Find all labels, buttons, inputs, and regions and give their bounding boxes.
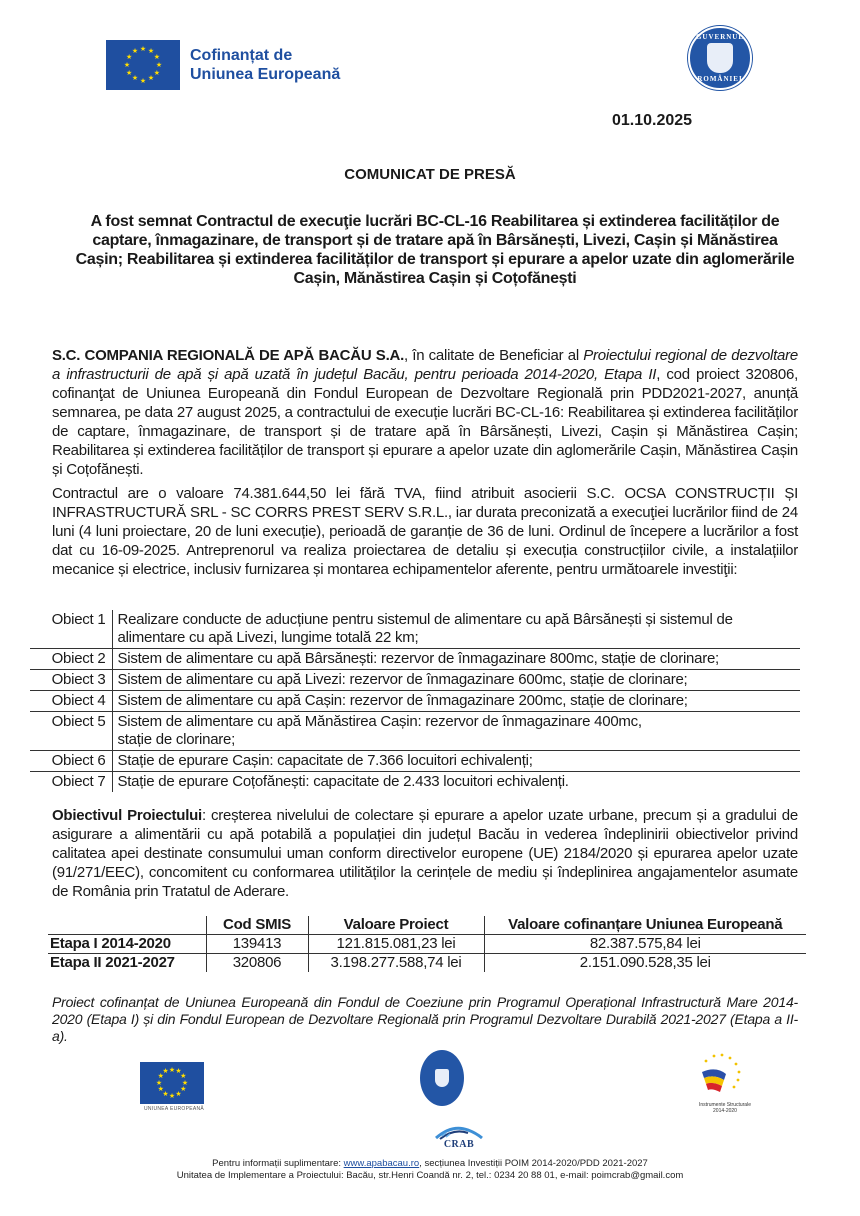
footer-suffix: , secțiunea Investiții POIM 2014-2020/PDD 2021-2027 [419, 1158, 648, 1169]
footer-contact-line: Unitatea de Implementare a Proiectului: Bacău, str.Henri Coandă nr. 2, tel.: 0234 20 88 01, e-mail: poimcrab@gmail.com [176, 1170, 684, 1181]
footer-prefix: Pentru informații suplimentare: [212, 1158, 344, 1169]
structural-instruments-label [690, 1102, 760, 1114]
document-date: 01.10.2025 [612, 112, 693, 129]
header-cell [48, 916, 206, 935]
intro-text-b: , cod proiect 320806, cofinanţat de Uniunea Europeană din Fondul European de Dezvoltare Regională prin PDD2021-2027, anunță semnarea, pe data 27 august 2025, a contractului de execuție lucrări BC-CL-16: Reabilitarea și extinderea facilităților de captare, înmagazinare, de transport și de tratare apă în Bârsănești, Livezi, Cașin și Mănăstirea Cașin; Reabilitarea și extinderea facilităților de transport și epurare a apelor uzate din aglomerările Cașin, Mănăstirea Cașin și Coțofănești. [52, 366, 798, 478]
object-description: Realizare conducte de aducțiune pentru sistemul de alimentare cu apă Bârsănești și sistemul de alimentare cu apă Livezi, lungime totală 22 km; [112, 610, 800, 649]
stage-name: Etapa II 2021-2027 [50, 954, 175, 971]
object-label: Obiect 2 [30, 649, 112, 670]
eu-star-icon: ★ [180, 1073, 187, 1080]
footer-info-line [0, 1158, 860, 1170]
gov-seal-top-text: GUVERNUL [695, 33, 745, 41]
romanian-government-seal-footer-icon [420, 1050, 464, 1106]
eu-logo-text-line2: Uniunea Europeană [190, 66, 341, 83]
intro-text-a: , în calitate de Beneficiar al [403, 347, 584, 364]
eu-flag-footer-icon [140, 1062, 204, 1104]
object-description: Sistem de alimentare cu apă Mănăstirea Cașin: rezervor de înmagazinare 400mc, stație de clorinare; [112, 712, 800, 751]
eu-star-icon: ★ [162, 1090, 169, 1098]
header-cod-smis: Cod SMIS [206, 916, 308, 935]
object-label: Obiect 3 [30, 670, 112, 691]
eu-star-icon: ★ [147, 47, 155, 55]
eu-star-icon: ★ [147, 75, 155, 83]
eu-star-icon: ★ [175, 1090, 182, 1098]
structural-instruments-logo-icon [696, 1052, 746, 1100]
eu-star-icon: ★ [131, 47, 139, 55]
project-value: 3.198.277.588,74 lei [308, 954, 484, 973]
headline: A fost semnat Contractul de execuţie lucrări BC-CL-16 Reabilitarea și extinderea facilităților de captare, înmagazinare, de transport și de tratare apă în Bârsănești, Livezi, Cașin și Mănăstirea Cașin; Reabilitarea și extinderea facilităților de transport și epurare a apelor uzate din aglomerările Cașin, Mănăstirea Cașin și Coțofănești [75, 213, 795, 287]
project-objective-paragraph [52, 806, 798, 901]
eu-star-icon: ★ [139, 77, 147, 85]
table-row [30, 772, 800, 793]
investment-objects-table [30, 610, 800, 792]
eu-footer-label: UNIUNEA EUROPEANĂ [143, 1106, 205, 1112]
object-description: Sistem de alimentare cu apă Bârsănești: rezervor de înmagazinare 800mc, stație de clorinare; [112, 649, 800, 670]
object-description: Sistem de alimentare cu apă Cașin: rezervor de înmagazinare 200mc, stație de clorinare; [112, 691, 800, 712]
table-row [30, 712, 800, 751]
eu-star-icon: ★ [181, 1079, 189, 1087]
table-row [30, 670, 800, 691]
eu-star-icon: ★ [126, 69, 133, 77]
project-finance-table [48, 916, 806, 972]
eu-star-icon: ★ [162, 1068, 169, 1076]
coat-of-arms-icon [707, 43, 733, 73]
document-type-title: COMUNICAT DE PRESĂ [344, 166, 516, 183]
eu-star-icon: ★ [126, 53, 133, 61]
eu-star-icon: ★ [123, 61, 131, 69]
intro-paragraph [52, 346, 798, 479]
eu-star-icon: ★ [139, 45, 147, 53]
table-row [30, 691, 800, 712]
is-label-line2: 2014-2020 [713, 1108, 737, 1114]
eu-cofinanced-logo [106, 40, 368, 90]
beneficiary-company: S.C. COMPANIA REGIONALĂ DE APĂ BACĂU S.A. [52, 347, 404, 364]
eu-star-icon: ★ [157, 1086, 164, 1093]
eu-star-icon: ★ [175, 1068, 182, 1076]
table-row [48, 935, 806, 954]
smis-code: 139413 [206, 935, 308, 954]
funding-note: Proiect cofinanțat de Uniunea Europeană din Fondul de Coeziune prin Programul Operațional Infrastructură Mare 2014-2020 (Etapa I) și din Fondul European de Dezvoltare Regională prin Programul Dezvoltare Durabilă 2021-2027 (Etapa a II-a). [52, 994, 798, 1044]
is-label-line1: Instrumente Structurale [699, 1102, 751, 1108]
eu-star-icon: ★ [131, 75, 139, 83]
eu-flag-icon [106, 40, 180, 90]
eu-cofinancing-value: 2.151.090.528,35 lei [484, 954, 806, 973]
eu-star-icon: ★ [155, 1079, 163, 1087]
stage-name: Etapa I 2014-2020 [48, 935, 206, 954]
objective-text: : creșterea nivelului de colectare și epurare a apelor uzate urbane, precum și a gradului de asigurare a alimentării cu apă potabilă a populației din județul Bacău in vederea îndeplinirii obiectivelor privind calitatea apei destinate consumului uman conform directivelor europene (UE) 2184/2020 și epurarea apelor uzate (91/271/EEC), concomitent cu conformarea utilităților la cerințele de mediu și îndeplinirea angajamentelor asumate de România prin Tratatul de Aderare. [52, 807, 798, 900]
eu-star-icon: ★ [180, 1086, 187, 1093]
coat-of-arms-icon [435, 1069, 449, 1087]
project-name: Proiectului regional de dezvoltare a infrastructurii de apă și apă uzată în județul Bacău, pentru perioada 2014-2020, Etapa II [52, 347, 798, 383]
object-label: Obiect 5 [30, 712, 112, 751]
object-label: Obiect 7 [51, 773, 106, 790]
object-description: Stație de epurare Coțofănești: capacitate de 2.433 locuitori echivalenți. [112, 772, 800, 793]
table-row [30, 649, 800, 670]
eu-logo-text [190, 46, 340, 84]
project-value: 121.815.081,23 lei [308, 935, 484, 954]
gov-seal-bottom-text: ROMÂNIEI [697, 75, 743, 83]
eu-star-icon: ★ [155, 61, 163, 69]
table-header-row [48, 916, 806, 935]
header-valoare-proiect: Valoare Proiect [308, 916, 484, 935]
object-description: Stație de epurare Cașin: capacitate de 7.366 locuitori echivalenți; [112, 751, 800, 772]
header-valoare-cofinantare: Valoare cofinanțare Uniunea Europeană [484, 916, 806, 935]
eu-star-icon: ★ [168, 1066, 176, 1074]
eu-star-icon: ★ [157, 1073, 164, 1080]
object-description: Sistem de alimentare cu apă Livezi: rezervor de înmagazinare 600mc, stație de clorinare; [112, 670, 800, 691]
table-row [48, 954, 806, 973]
smis-code: 320806 [206, 954, 308, 973]
object-label: Obiect 1 [30, 610, 112, 649]
crab-wave-icon [432, 1124, 486, 1140]
table-row [30, 610, 800, 649]
crab-logo-text: CRAB [443, 1139, 475, 1150]
object-label: Obiect 6 [30, 751, 112, 772]
object-label: Obiect 4 [30, 691, 112, 712]
eu-star-icon: ★ [153, 69, 160, 77]
eu-star-icon: ★ [153, 53, 160, 61]
table-row [30, 751, 800, 772]
eu-logo-text-line1: Cofinanțat de [190, 47, 293, 64]
website-link[interactable]: www.apabacau.ro [343, 1158, 420, 1169]
romanian-government-seal-icon [688, 26, 752, 90]
contract-paragraph: Contractul are o valoare 74.381.644,50 lei fără TVA, fiind atribuit asocierii S.C. OCSA CONSTRUCȚII ȘI INFRASTRUCTURĂ SRL - SC CORRS PREST SERV S.R.L., iar durata preconizată a execuţiei lucrărilor fiind de 24 luni (4 luni proiectare, 20 de luni execuție), perioadă de garanție de 36 de luni. Ordinul de începere a lucrărilor a fost dat cu 16-09-2025. Antreprenorul va realiza proiectarea de detaliu și execuția construcțiilor civile, a instalațiilor mecanice și electrice, inclusiv furnizarea și montarea echipamentelor aferente, pentru următoarele investiţii: [52, 485, 798, 578]
objective-label: Obiectivul Proiectului [52, 807, 202, 824]
eu-star-icon: ★ [168, 1092, 176, 1100]
eu-cofinancing-value: 82.387.575,84 lei [484, 935, 806, 954]
crab-logo [432, 1124, 486, 1150]
